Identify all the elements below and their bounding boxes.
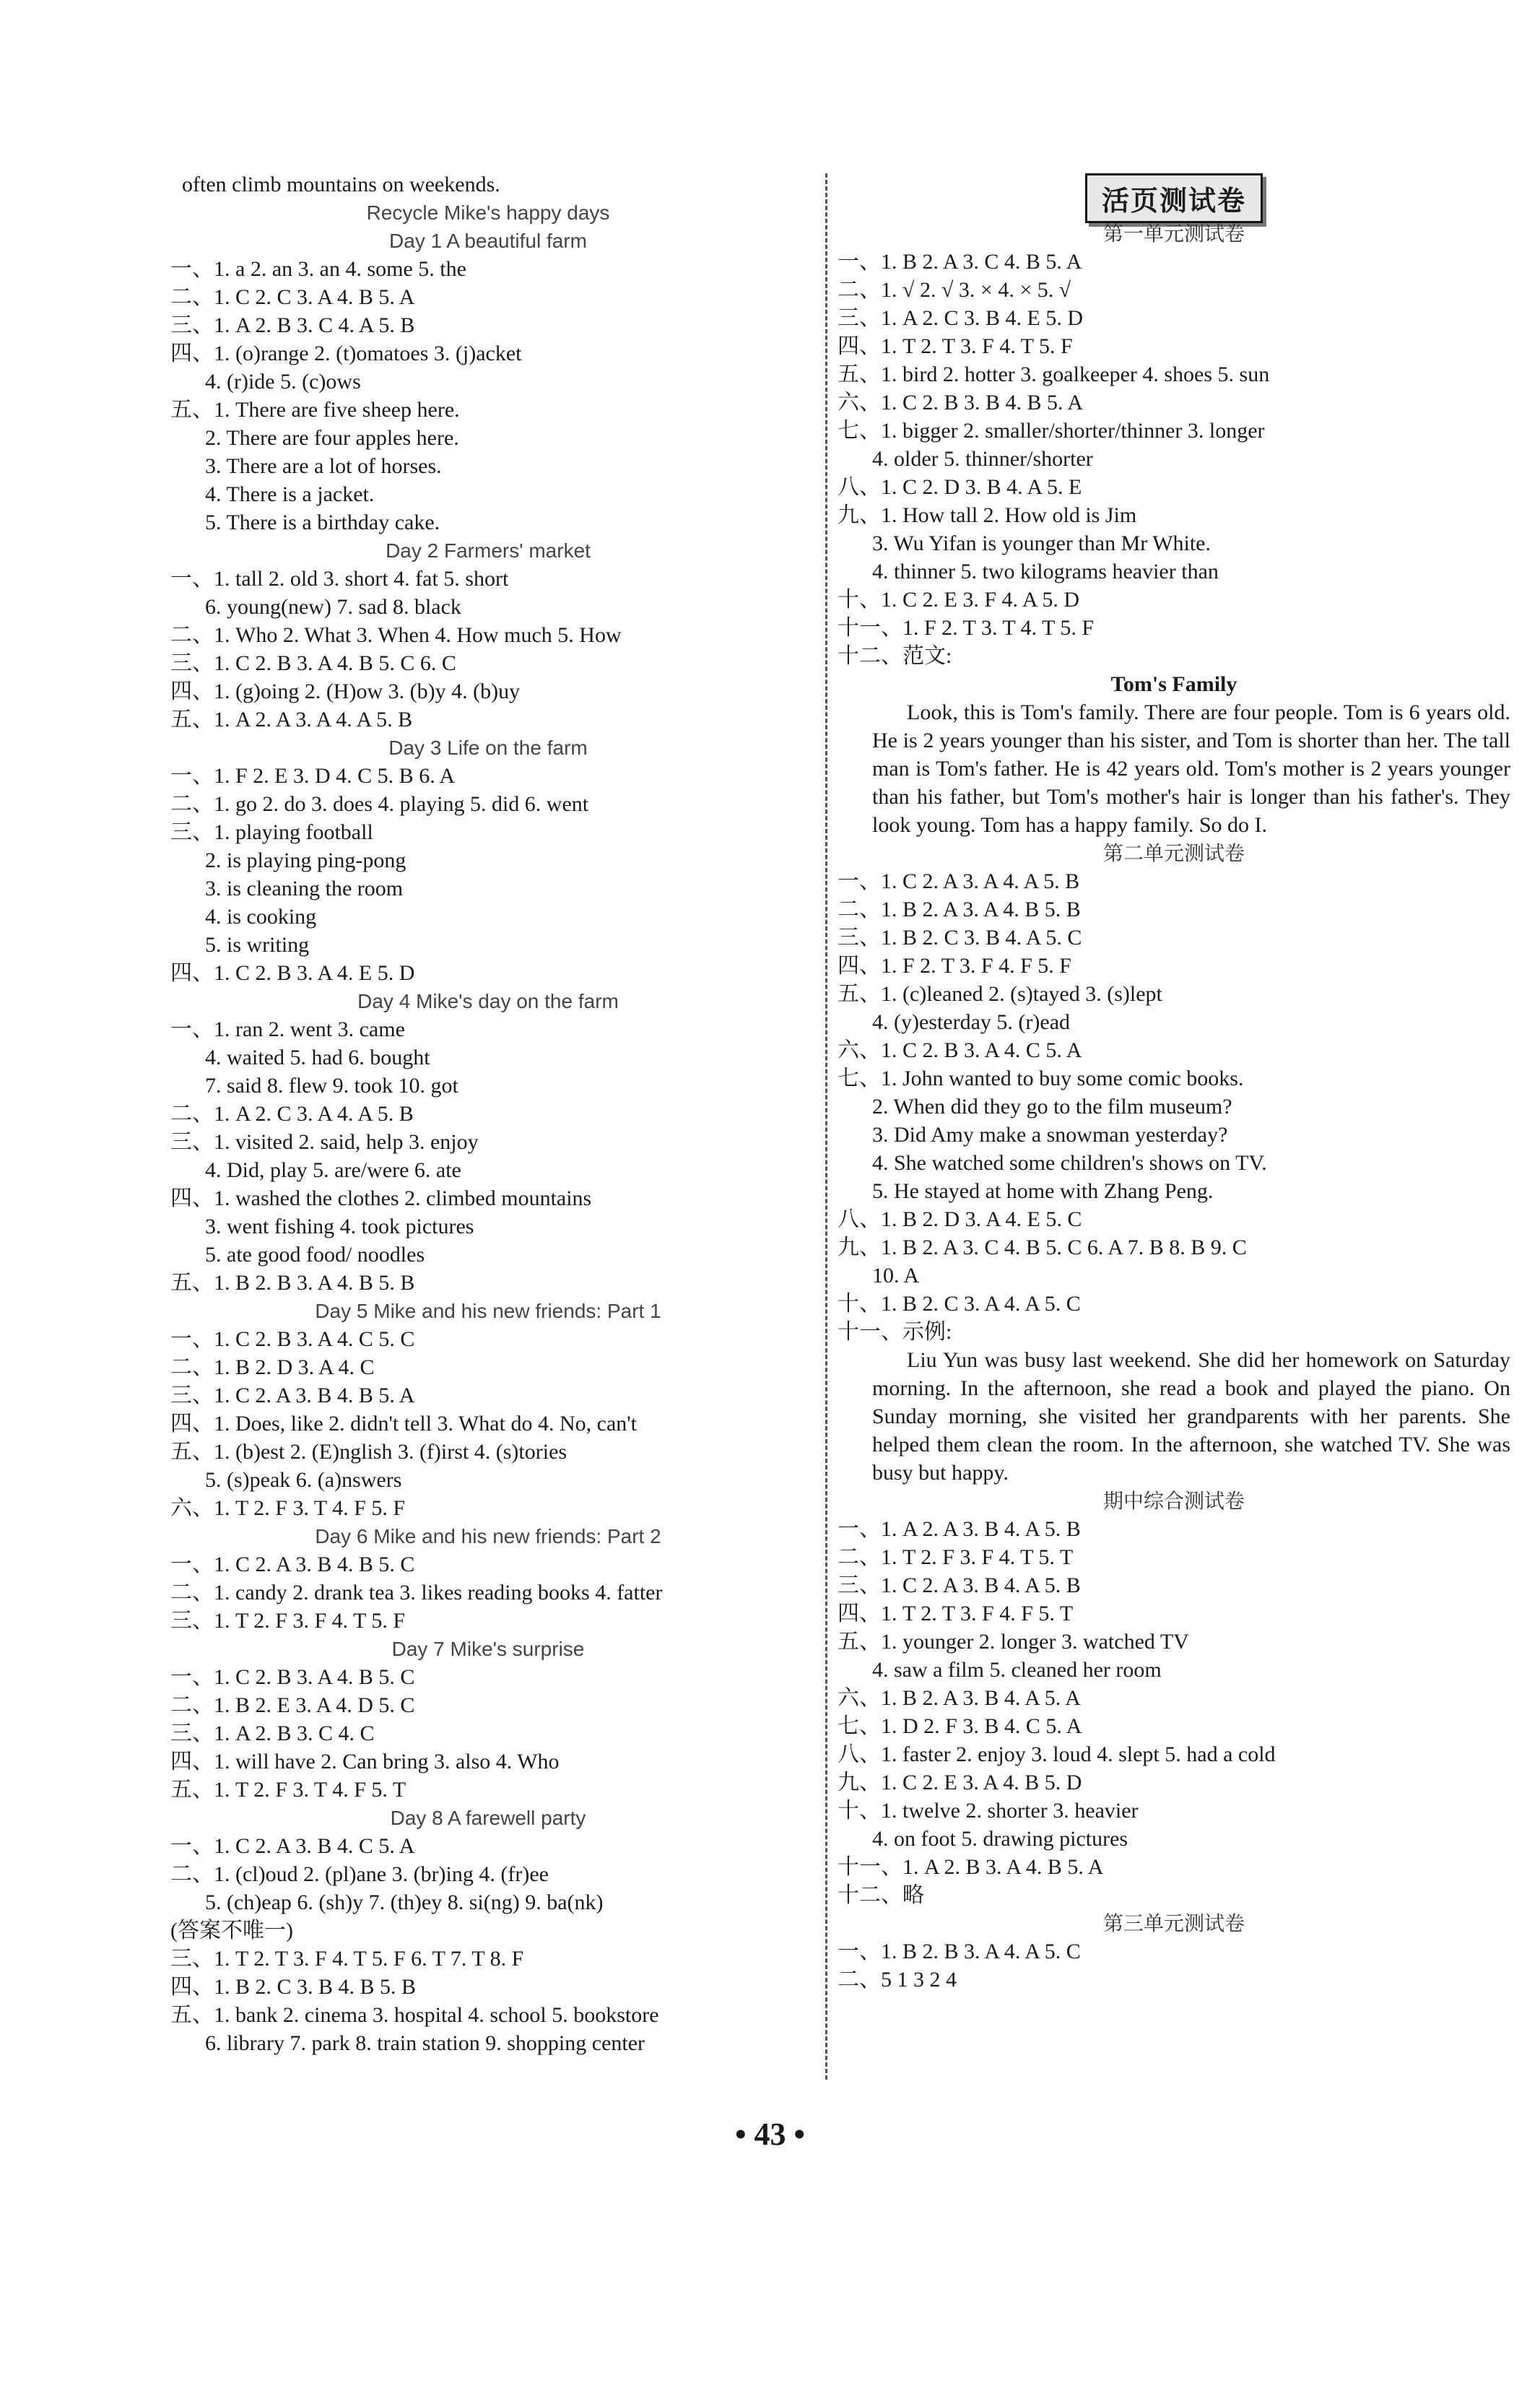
answer-line: 四、1. T 2. T 3. F 4. F 5. T [838,1602,1074,1625]
answer-line: 4. thinner 5. two kilograms heavier than [872,560,1219,583]
answer-line: 一、1. A 2. A 3. B 4. A 5. B [838,1517,1081,1541]
answer-line: 6. library 7. park 8. train station 9. shopping center [205,2031,645,2055]
section-heading: 第三单元测试卷 [1102,1911,1245,1935]
answer-line: 三、1. visited 2. said, help 3. enjoy [170,1130,479,1154]
answer-line: 七、1. bigger 2. smaller/shorter/thinner 3. longer [838,419,1265,443]
answer-line: 一、1. tall 2. old 3. short 4. fat 5. short [170,567,509,591]
answer-line: 六、1. C 2. B 3. B 4. B 5. A [838,391,1084,414]
essay-tom-family: Look, this is Tom's family. There are four people. Tom is 6 years old. He is 2 years younger than his sister, and Tom is shorter than her. The tall man is Tom's father. He is 42 years old. Tom's mother is 2 years younger than his father, but Tom's mother's hair is longer than his father's. They look young. Tom has a happy family. So do I. [872,700,1510,837]
answer-line: 6. young(new) 7. sad 8. black [205,595,461,619]
answer-line: 一、1. C 2. A 3. B 4. B 5. C [170,1553,415,1576]
answer-line: 二、1. go 2. do 3. does 4. playing 5. did 6. went [170,792,589,816]
answer-line: 三、1. B 2. C 3. B 4. A 5. C [838,926,1082,950]
left-column [170,170,806,2057]
answer-line: 五、1. There are five sheep here. [170,398,460,422]
answer-line: 五、1. (b)est 2. (E)nglish 3. (f)irst 4. (s)tories [170,1440,567,1464]
answer-line: 四、1. C 2. B 3. A 4. E 5. D [170,961,415,985]
answer-line: 一、1. C 2. A 3. B 4. C 5. A [170,1834,415,1858]
section-heading: Day 6 Mike and his new friends: Part 2 [315,1525,661,1547]
answer-line: 二、1. (cl)oud 2. (pl)ane 3. (br)ing 4. (fr)ee [170,1862,549,1886]
section-heading: Day 2 Farmers' market [386,539,591,562]
answer-line: 十、1. B 2. C 3. A 4. A 5. C [838,1292,1081,1316]
answer-line: 三、1. C 2. A 3. B 4. A 5. B [838,1573,1081,1597]
answer-line: 二、1. B 2. A 3. A 4. B 5. B [838,898,1081,921]
section-badge: 活页测试卷 [1085,173,1263,223]
answer-line: 四、1. (g)oing 2. (H)ow 3. (b)y 4. (b)uy [170,680,521,703]
answer-line: 六、1. C 2. B 3. A 4. C 5. A [838,1038,1082,1062]
answer-line: 二、5 1 3 2 4 [838,1968,957,1992]
answer-line: 3. is cleaning the room [205,877,404,900]
answer-line: (答案不唯一) [170,1919,293,1942]
answer-line: 十、1. C 2. E 3. F 4. A 5. D [838,588,1080,612]
midterm-and-unit3-answers [838,1487,1510,1994]
answer-line: 一、1. F 2. E 3. D 4. C 5. B 6. A [170,764,456,788]
answer-line: 三、1. C 2. A 3. B 4. B 5. A [170,1384,415,1407]
badge-wrap [838,170,1510,220]
answer-line: 十、1. twelve 2. shorter 3. heavier [838,1799,1139,1823]
answer-line: 九、1. How tall 2. How old is Jim [838,503,1137,527]
answer-line: 四、1. washed the clothes 2. climbed mountains [170,1186,592,1210]
answer-line: 三、1. A 2. B 3. C 4. A 5. B [170,313,415,337]
answer-line: 5. is writing [205,933,310,957]
answer-line: 四、1. Does, like 2. didn't tell 3. What do 4. No, can't [170,1412,637,1436]
answer-line: 三、1. C 2. B 3. A 4. B 5. C 6. C [170,651,456,675]
answer-line: 一、1. ran 2. went 3. came [170,1017,405,1041]
answer-line: 一、1. a 2. an 3. an 4. some 5. the [170,257,466,281]
answer-line: 十一、1. A 2. B 3. A 4. B 5. A [838,1855,1104,1879]
answer-line: 5. (s)peak 6. (a)nswers [205,1468,402,1492]
answer-line: 五、1. B 2. B 3. A 4. B 5. B [170,1271,415,1295]
section-heading: Day 1 A beautiful farm [389,230,587,252]
answer-line: 三、1. playing football [170,820,373,844]
answer-line: 3. Wu Yifan is younger than Mr White. [872,531,1211,555]
answer-line: 4. waited 5. had 6. bought [205,1046,430,1069]
answer-line: 4. older 5. thinner/shorter [872,447,1093,471]
answer-line: 一、1. C 2. A 3. A 4. A 5. B [838,869,1080,893]
answer-line: 4. (r)ide 5. (c)ows [205,370,361,394]
unit1-answers [838,220,1510,670]
answer-line: 4. Did, play 5. are/were 6. ate [205,1158,461,1182]
answer-line: 4. She watched some children's shows on TV. [872,1151,1267,1175]
answer-line: 5. There is a birthday cake. [205,511,440,534]
answer-line: 七、1. D 2. F 3. B 4. C 5. A [838,1714,1082,1738]
answer-line: 六、1. T 2. F 3. T 4. F 5. F [170,1496,406,1520]
answer-line: 八、1. faster 2. enjoy 3. loud 4. slept 5. had a cold [838,1742,1276,1766]
unit2-answers [838,839,1510,1346]
answer-line: 五、1. (c)leaned 2. (s)tayed 3. (s)lept [838,982,1162,1006]
answer-line: 二、1. Who 2. What 3. When 4. How much 5. How [170,623,622,647]
answer-line: 十一、1. F 2. T 3. T 4. T 5. F [838,616,1095,640]
answer-line: 5. He stayed at home with Zhang Peng. [872,1179,1214,1203]
answer-line: 四、1. B 2. C 3. B 4. B 5. B [170,1975,417,1999]
answer-line: 5. (ch)eap 6. (sh)y 7. (th)ey 8. si(ng) 9. ba(nk) [205,1890,604,1914]
page-number: • 43 • [735,2116,805,2152]
answer-line: 九、1. B 2. A 3. C 4. B 5. C 6. A 7. B 8. B 9. C [838,1236,1247,1259]
answer-line: 4. on foot 5. drawing pictures [872,1827,1128,1851]
answer-line: 2. There are four apples here. [205,426,459,450]
section-heading: 第二单元测试卷 [1102,841,1245,865]
answer-line: 二、1. √ 2. √ 3. × 4. × 5. √ [838,278,1071,302]
answer-line: 二、1. A 2. C 3. A 4. A 5. B [170,1102,414,1126]
answer-line: 四、1. will have 2. Can bring 3. also 4. Who [170,1750,560,1773]
answer-line: 5. ate good food/ noodles [205,1243,425,1267]
answer-line: 九、1. C 2. E 3. A 4. B 5. D [838,1771,1082,1794]
answer-line: 3. There are a lot of horses. [205,454,442,478]
answer-line: 五、1. younger 2. longer 3. watched TV [838,1630,1189,1654]
answer-line: 2. When did they go to the film museum? [872,1095,1232,1119]
right-column [838,170,1510,1994]
answer-line: 一、1. C 2. B 3. A 4. B 5. C [170,1665,415,1689]
essay-title: Tom's Family [1110,672,1237,696]
answer-line: 四、1. F 2. T 3. F 4. F 5. F [838,954,1071,978]
section-heading: Recycle Mike's happy days [366,201,610,224]
column-divider [825,173,827,2080]
answer-line: 7. said 8. flew 9. took 10. got [205,1074,458,1098]
answer-line: 四、1. T 2. T 3. F 4. T 5. F [838,334,1073,358]
answer-line: 2. is playing ping-pong [205,848,406,872]
answer-line: 十一、示例: [838,1320,952,1344]
answer-line: 二、1. B 2. E 3. A 4. D 5. C [170,1693,415,1717]
section-heading: 第一单元测试卷 [1102,222,1245,246]
section-heading: Day 4 Mike's day on the farm [357,990,619,1012]
answer-line: 10. A [872,1264,920,1288]
answer-line: 三、1. A 2. C 3. B 4. E 5. D [838,306,1084,330]
answer-line: 一、1. C 2. B 3. A 4. C 5. C [170,1327,415,1351]
answer-line: 五、1. T 2. F 3. T 4. F 5. T [170,1778,406,1802]
section-heading: Day 8 A farewell party [390,1807,586,1829]
answer-line: 七、1. John wanted to buy some comic books. [838,1067,1244,1090]
answer-line: 一、1. B 2. A 3. C 4. B 5. A [838,250,1082,274]
answer-line: 二、1. T 2. F 3. F 4. T 5. T [838,1545,1074,1569]
answer-line: 五、1. bird 2. hotter 3. goalkeeper 4. shoes 5. sun [838,362,1270,386]
essay-liu-yun: Liu Yun was busy last weekend. She did her homework on Saturday morning. In the afternoon, she read a book and played the piano. On Sunday morning, she visited her grandparents with her parents. She helped them clean the room. In the afternoon, she watched TV. She was busy but happy. [872,1348,1510,1485]
section-heading: 期中综合测试卷 [1102,1489,1245,1513]
answer-line: 五、1. A 2. A 3. A 4. A 5. B [170,708,413,731]
answer-line: 4. There is a jacket. [205,482,375,506]
answer-line: 六、1. B 2. A 3. B 4. A 5. A [838,1686,1081,1710]
answer-line: 4. (y)esterday 5. (r)ead [872,1010,1071,1034]
answer-line: 三、1. T 2. F 3. F 4. T 5. F [170,1609,406,1633]
answer-line: 三、1. T 2. T 3. F 4. T 5. F 6. T 7. T 8. F [170,1947,524,1971]
answer-line: 十二、略 [838,1883,924,1907]
answer-line: 4. saw a film 5. cleaned her room [872,1658,1162,1682]
answer-line: 五、1. bank 2. cinema 3. hospital 4. school 5. bookstore [170,2003,659,2027]
section-heading: Day 3 Life on the farm [388,737,588,759]
answer-line: 二、1. candy 2. drank tea 3. likes reading books 4. fatter [170,1581,663,1605]
section-heading: Day 7 Mike's surprise [391,1638,585,1660]
answer-line: often climb mountains on weekends. [182,173,500,196]
answer-line: 4. is cooking [205,905,317,929]
section-heading: Day 5 Mike and his new friends: Part 1 [315,1300,661,1322]
answer-line: 二、1. B 2. D 3. A 4. C [170,1355,375,1379]
answer-line: 八、1. B 2. D 3. A 4. E 5. C [838,1207,1082,1231]
answer-line: 一、1. B 2. B 3. A 4. A 5. C [838,1940,1081,1963]
answer-line: 四、1. (o)range 2. (t)omatoes 3. (j)acket [170,342,522,365]
answer-line: 3. Did Amy make a snowman yesterday? [872,1123,1228,1147]
answer-line: 八、1. C 2. D 3. B 4. A 5. E [838,475,1082,499]
answer-line: 十二、范文: [838,644,952,668]
answer-line: 三、1. A 2. B 3. C 4. C [170,1721,375,1745]
answer-line: 3. went fishing 4. took pictures [205,1215,474,1238]
answer-line: 二、1. C 2. C 3. A 4. B 5. A [170,285,415,309]
